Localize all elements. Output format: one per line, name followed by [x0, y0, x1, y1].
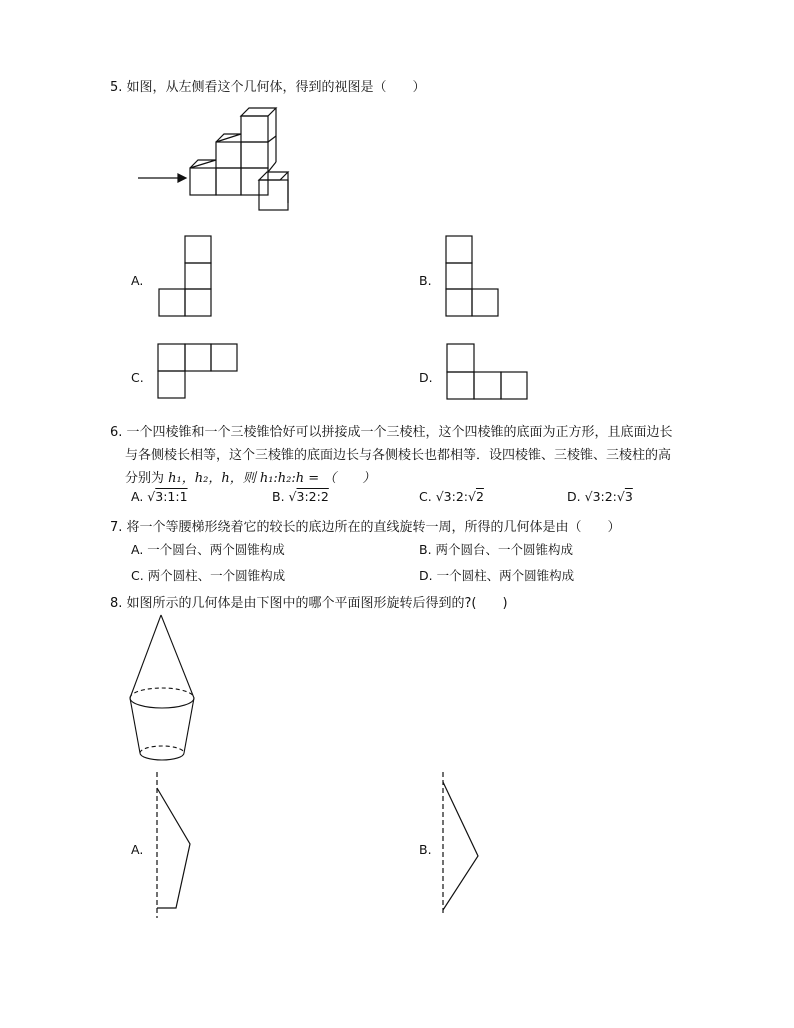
q5-option-c-label[interactable]: C.: [131, 370, 144, 385]
sqrt-icon: √: [288, 489, 297, 504]
q5-option-b-label[interactable]: B.: [419, 273, 432, 288]
q7-option-d[interactable]: D. 一个圆柱、两个圆锥构成: [419, 568, 575, 583]
sqrt-icon: √: [616, 489, 625, 504]
q6-option-d-label: D.: [567, 489, 581, 504]
q7-option-b[interactable]: B. 两个圆台、一个圆锥构成: [419, 542, 574, 557]
q7-stem: 7. 将一个等腰梯形绕着它的较长的底边所在的直线旋转一周，所得的几何体是由（ ）: [110, 520, 621, 535]
q6-option-b-label: B.: [272, 489, 285, 504]
q6-option-d-last: 3: [624, 489, 633, 504]
q6-line3: [125, 467, 375, 486]
q6-option-b[interactable]: [272, 489, 329, 504]
q5-option-d-figure: [445, 342, 535, 404]
q6-line3-prefix: 分别为: [125, 471, 165, 486]
q7-option-a[interactable]: A. 一个圆台、两个圆锥构成: [131, 542, 285, 557]
q6-option-b-value: 3:2:2: [296, 489, 329, 504]
q6-option-a[interactable]: [131, 489, 188, 504]
sqrt-icon: √: [147, 489, 156, 504]
q6-option-a-label: A.: [131, 489, 144, 504]
q5-option-b-figure: [443, 234, 503, 319]
sqrt-icon: √: [435, 489, 444, 504]
q8-stem: 8. 如图所示的几何体是由下图中的哪个平面图形旋转后得到的?( ): [110, 596, 508, 611]
q6-option-d[interactable]: [567, 489, 633, 504]
q8-option-a-label[interactable]: A.: [131, 842, 144, 857]
q8-option-b-label[interactable]: B.: [419, 842, 432, 857]
q5-option-a-label[interactable]: A.: [131, 273, 144, 288]
q5-option-a-figure: [156, 234, 216, 319]
q5-stem: 5. 如图，从左侧看这个几何体，得到的视图是（ ）: [110, 80, 426, 95]
q5-cube-stack-figure: [135, 100, 335, 220]
q6-line1: 6. 一个四棱锥和一个三棱锥恰好可以拼接成一个三棱柱，这个四棱锥的底面为正方形，且底面边长: [110, 425, 673, 440]
q8-option-a-figure: [150, 770, 200, 920]
q7-option-c[interactable]: C. 两个圆柱、一个圆锥构成: [131, 568, 286, 583]
q5-option-d-label[interactable]: D.: [419, 370, 433, 385]
q6-option-c[interactable]: [419, 489, 484, 504]
q6-option-c-last: 2: [475, 489, 484, 504]
q5-option-c-figure: [156, 342, 246, 402]
q8-solid-figure: [125, 612, 205, 762]
sqrt-icon: √: [468, 489, 476, 504]
q6-option-d-value: 3:2:: [592, 489, 617, 504]
q6-line2: 与各侧棱长相等，这个三棱锥的底面边长与各侧棱长也都相等．设四棱锥、三棱锥、三棱柱的高: [125, 448, 672, 463]
q6-option-a-value: 3:1:1: [155, 489, 188, 504]
q6-option-c-value: 3:2:: [443, 489, 468, 504]
sqrt-icon: √: [584, 489, 593, 504]
q8-option-b-figure: [436, 770, 486, 920]
q6-option-c-label: C.: [419, 489, 432, 504]
q6-line3-vars: h₁，h₂，h，则 h₁:h₂:h = （ ）: [168, 471, 376, 486]
